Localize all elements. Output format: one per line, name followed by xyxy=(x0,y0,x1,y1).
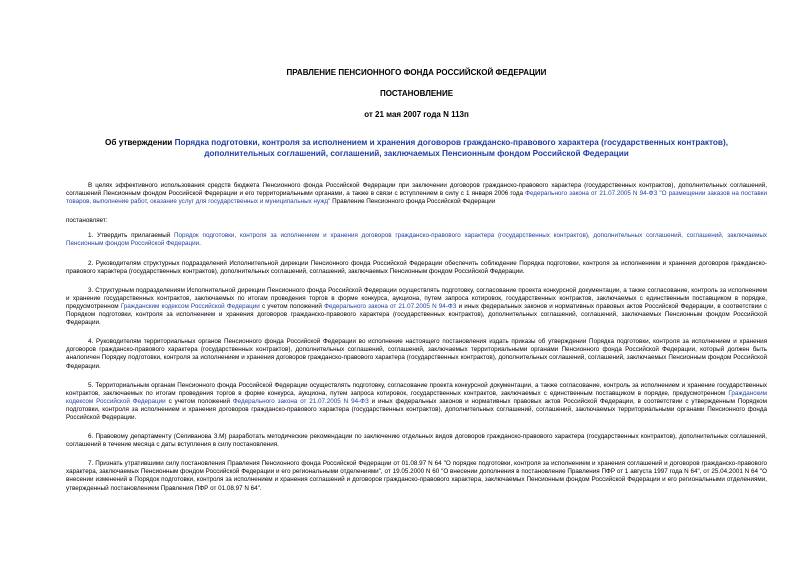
preamble-text-end: Правление Пенсионного фонда Российской Федерации xyxy=(330,198,496,206)
paragraph-3 xyxy=(66,287,767,327)
paragraph-5 xyxy=(66,382,767,422)
paragraph-1-end: . xyxy=(199,240,201,248)
preamble-text: В целях эффективного использования средств бюджета Пенсионного фонда Российской Федерации при заключении договоров гражданско-правового характера (государственных контрактов), дополнительных соглашений, соглашений Пенсионным фондом Российской Федерации и его территориальными органами, а также в связи с вступлением в силу с 1 января 2006 года xyxy=(66,182,767,198)
paragraph-2: 2. Руководителям структурных подразделений Исполнительной дирекции Пенсионного фонда Российской Федерации обеспечить соблюдение Порядка подготовки, контроля за исполнением и хранения договоров гражданско-правового характера (государственных контрактов), дополнительных соглашений, соглашений, заключаемых Пенсионным фондом Российской Федерации. xyxy=(66,259,767,275)
paragraph-6: 6. Правовому департаменту (Селиванова З.М) разработать методические рекомендации по заключению отдельных видов договоров гражданско-правового характера (государственных контрактов), дополнительных соглашений, соглашений в течение месяца с даты вступления в силу постановления. xyxy=(66,433,767,449)
paragraph-4: 4. Руководителям территориальных органов Пенсионного фонда Российской Федерации во исполнение настоящего постановления издать приказы об утверждении Порядка подготовки, контроля за исполнением и хранения договоров гражданско-правового характера (государственных контрактов), дополнительных соглашений, соглашений, заключаемых территориальными органами Пенсионного фонда Российской Федерации, который должен быть аналогичен Порядку подготовки, контроля за исполнением и хранения договоров гражданско-правового характера (государственных контрактов), дополнительных соглашений, соглашений, заключаемых Пенсионным фондом Российской Федерации. xyxy=(66,338,767,370)
paragraph-3-text-2: с учетом положений xyxy=(259,302,325,310)
title-prefix: Об утверждении xyxy=(105,138,175,147)
document-title xyxy=(66,138,767,159)
federal-law-94-link-2[interactable]: Федерального закона от 21.07.2005 N 94-ФЗ xyxy=(232,397,369,405)
federal-law-94-link[interactable]: Федерального закона от 21.07.2005 N 94-ФЗ xyxy=(324,302,457,310)
paragraph-7: 7. Признать утратившими силу постановления Правления Пенсионного фонда Российской Федерации от 01.08.97 N 64 "О порядке подготовки, контроля за исполнением и хранения соглашений и договоров гражданско-правового характера, заключаемых Пенсионным фондом Российской Федерации и его региональными отделениями", от 19.05.2000 N 60 "О внесении дополнения в постановление Правления ПФР от 1 августа 1997 года N 64", от 25.04.2001 N 64 "О внесении изменений в Порядок подготовки, контроля за исполнением и хранения соглашений и договоров гражданско-правового характера, заключаемых Пенсионным фондом Российской Федерации и его региональными отделениями, утвержденный постановлением Правления ПФР от 01.08.97 N 64". xyxy=(66,460,767,492)
decree-word: постановляет: xyxy=(66,217,108,225)
paragraph-3-text-3: и иных федеральных законов и нормативных правовых актов Российской Федерации, в соответствии с Порядком подготовки, контроля за исполнением и хранения договоров гражданско-правового характера (государственных контрактов), дополнительных соглашений, соглашений, заключаемых Пенсионным фондом Российской Федерации. xyxy=(66,302,767,327)
document-date-number: от 21 мая 2007 года N 113п xyxy=(364,110,469,119)
paragraph-1 xyxy=(66,232,767,248)
preamble-paragraph xyxy=(66,182,767,206)
civil-code-link-2[interactable]: Гражданским кодексом Российской Федерации xyxy=(66,389,767,405)
paragraph-5-text: 5. Территориальным органам Пенсионного фонда Российской Федерации осуществлять подготовку, согласование проекта конкурсной документации, а также согласование, контроль за исполнением и хранение государственных контрактов, заключаемых по итогам проведения торгов в форме конкурса, аукциона, путем запроса котировок, государственных контрактов, заключаемых с единственным поставщиком в порядке, предусмотренном xyxy=(66,381,767,397)
document-body xyxy=(66,182,767,493)
document-type: ПОСТАНОВЛЕНИЕ xyxy=(379,89,454,98)
federal-law-link[interactable]: Федерального закона от 21.07.2005 N 94-ФЗ "О размещении заказов на поставки товаров, выполнение работ, оказание услуг для государственных и муниципальных нужд" xyxy=(66,190,767,206)
paragraph-3-text: 3. Структурным подразделениям Исполнительной дирекции Пенсионного фонда Российской Федерации осуществлять подготовку, согласование проекта конкурсной документации, а также согласование, контроль за исполнением и хранение государственных контрактов, заключаемых по итогам проведения торгов в форме конкурса, аукциона, путем запроса котировок, государственных контрактов, заключаемых с единственным поставщиком в порядке, предусмотренном xyxy=(66,286,767,310)
paragraph-5-text-3: и иных федеральных законов и нормативных правовых актов Российской Федерации, в соответствии с утвержденным Порядком подготовки, контроля за исполнением и хранения договоров гражданско-правового характера (государственных контрактов), дополнительных соглашений, соглашений, заключаемых территориальными органами Пенсионного фонда Российской Федерации. xyxy=(66,397,767,421)
paragraph-1-text: 1. Утвердить прилагаемый xyxy=(88,232,174,240)
title-link[interactable]: Порядка подготовки, контроля за исполнением и хранения договоров гражданско-правового характера (государственных контрактов), дополнительных соглашений, соглашений, заключаемых Пенсионным фондом Российской Федерации xyxy=(174,138,728,158)
organization-name: ПРАВЛЕНИЕ ПЕНСИОННОГО ФОНДА РОССИЙСКОЙ ФЕДЕРАЦИИ xyxy=(286,68,547,77)
civil-code-link[interactable]: Гражданским кодексом Российской Федерации xyxy=(120,302,260,310)
paragraph-5-text-2: с учетом положений xyxy=(165,397,233,405)
procedure-link[interactable]: Порядок подготовки, контроля за исполнением и хранения договоров гражданско-правового характера (государственных контрактов), дополнительных соглашений, соглашений, заключаемых Пенсионным фондом Российской Федерации xyxy=(66,232,767,248)
